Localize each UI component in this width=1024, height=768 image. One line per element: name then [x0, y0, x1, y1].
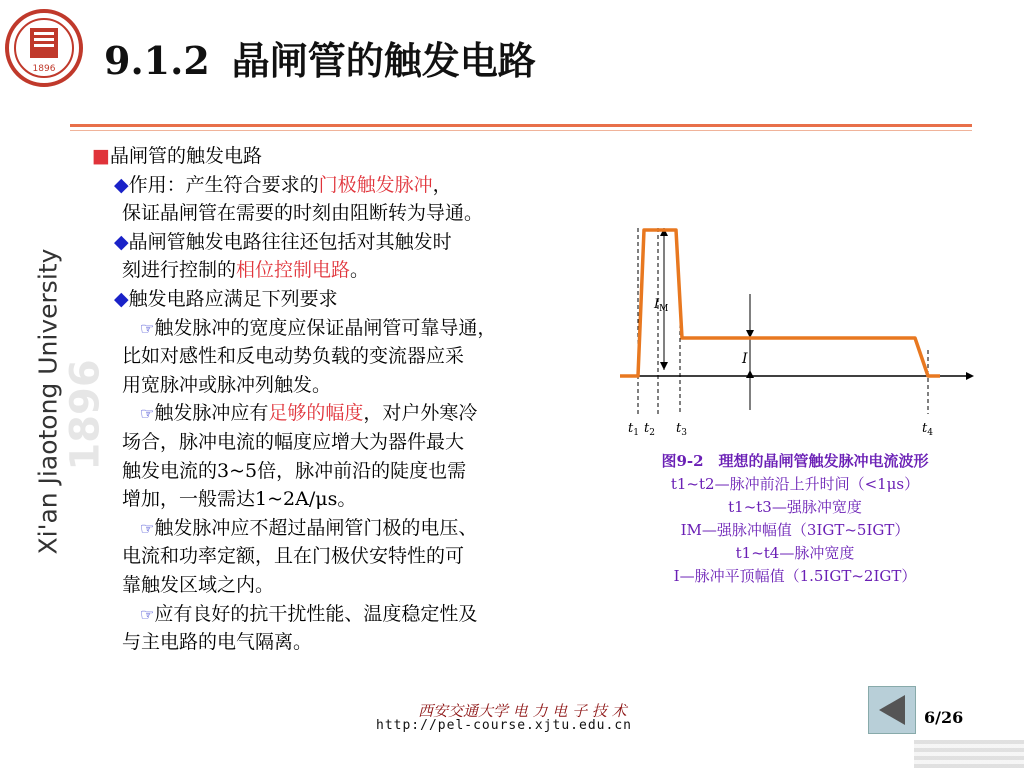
label-t4: $t_4$ [922, 421, 933, 438]
content-line [122, 428, 464, 456]
content-text: 应有良好的抗干扰性能、温度稳定性及 [154, 602, 478, 625]
content-text: 触发脉冲应有 [154, 402, 269, 425]
axis-arrow-icon [966, 372, 974, 380]
content-line [122, 571, 274, 599]
content-line [140, 514, 477, 543]
title-divider-thin [70, 130, 972, 131]
page-title [104, 30, 536, 85]
page-number: 6/26 [924, 708, 964, 727]
diamond-bullet-icon: ◆ [114, 288, 129, 310]
content-line [122, 256, 369, 284]
content-text: 足够的幅度 [268, 402, 364, 425]
content-text: 相位控制电路 [236, 259, 351, 282]
content-text: ，对户外寒冷 [363, 402, 478, 425]
content-text: 场合，脉冲电流的幅度应增大为器件最大 [122, 431, 465, 453]
label-im: $I_M$ [654, 297, 669, 314]
content-line [92, 142, 262, 170]
decorative-stripes [914, 740, 1024, 768]
triangle-left-icon [869, 687, 915, 733]
content-text: 触发电路应满足下列要求 [128, 288, 338, 310]
label-t3: $t_3$ [676, 421, 687, 438]
label-t2: $t_2$ [644, 421, 655, 438]
pulse-curve [620, 230, 940, 376]
caption-line: 图9-2 理想的晶闸管触发脉冲电流波形 [661, 452, 929, 470]
watermark-year: 1896 [62, 359, 109, 471]
content-text: 。 [350, 259, 370, 282]
content-line [122, 457, 466, 485]
caption-line: I—脉冲平顶幅值（1.5IGT~2IGT） [673, 567, 917, 585]
content-text: ， [432, 173, 452, 196]
svg-text:1896: 1896 [32, 64, 56, 74]
title-number: 9.1.2 [104, 38, 210, 83]
content-text: 刻进行控制的 [122, 259, 237, 282]
pointing-hand-icon: ☞ [140, 518, 155, 538]
caption-line: t1~t2—脉冲前沿上升时间（<1μs） [670, 475, 920, 493]
diamond-bullet-icon: ◆ [114, 230, 129, 253]
pointing-hand-icon: ☞ [140, 318, 155, 338]
content-line [122, 199, 483, 227]
diamond-bullet-icon: ◆ [114, 173, 129, 196]
content-text: 晶闸管的触发电路 [109, 145, 262, 167]
content-text: 增加，一般需达1~2A/μs。 [122, 488, 357, 511]
square-bullet-icon: ■ [92, 145, 110, 167]
pointing-hand-icon: ☞ [140, 404, 155, 424]
content-line [122, 628, 312, 656]
content-line [140, 600, 477, 629]
figure-caption [600, 450, 990, 588]
content-text: 电流和功率定额，且在门极伏安特性的可 [122, 545, 465, 568]
caption-line: t1~t4—脉冲宽度 [735, 544, 855, 562]
content-text: 与主电路的电气隔离。 [122, 631, 313, 654]
content-text: 用宽脉冲或脉冲列触发。 [122, 373, 332, 396]
content-text: 作用：产生符合要求的 [128, 173, 319, 196]
title-text: 晶闸管的触发电路 [231, 38, 536, 83]
content-line [114, 285, 338, 313]
caption-line: IM—强脉冲幅值（3IGT~5IGT） [680, 521, 910, 539]
pointing-hand-icon: ☞ [140, 604, 155, 624]
content-text: 触发电流的3~5倍，脉冲前沿的陡度也需 [122, 459, 467, 482]
back-button[interactable] [868, 686, 916, 734]
content-line [140, 314, 496, 343]
content-text: 触发脉冲的宽度应保证晶闸管可靠导通， [154, 316, 497, 339]
watermark-university: Xi'an Jiaotong University [33, 248, 63, 555]
content-line [122, 371, 331, 399]
pulse-waveform-figure [610, 210, 990, 450]
content-text: 比如对感性和反电动势负载的变流器应采 [122, 345, 465, 368]
content-line [114, 171, 452, 199]
content-line [114, 228, 452, 256]
content-text: 触发脉冲应不超过晶闸管门极的电压、 [154, 516, 478, 539]
label-i: I [742, 351, 748, 367]
content-text: 靠触发区域之内。 [122, 574, 275, 596]
footer-course-title: 西安交通大学 电 力 电 子 技 术 [418, 702, 627, 720]
title-divider [70, 124, 972, 127]
content-text: 保证晶闸管在需要的时刻由阻断转为导通。 [122, 202, 484, 225]
caption-line: t1~t3—强脉冲宽度 [728, 498, 862, 516]
content-line [140, 399, 477, 428]
university-logo-icon [4, 8, 84, 88]
label-t1: $t_1$ [628, 421, 639, 438]
content-line [122, 485, 356, 513]
content-text: 晶闸管触发电路往往还包括对其触发时 [128, 230, 452, 253]
content-text: 门极触发脉冲 [318, 173, 433, 196]
content-line [122, 342, 464, 370]
content-line [122, 542, 464, 570]
footer-url-link[interactable]: http://pel-course.xjtu.edu.cn [376, 718, 632, 733]
